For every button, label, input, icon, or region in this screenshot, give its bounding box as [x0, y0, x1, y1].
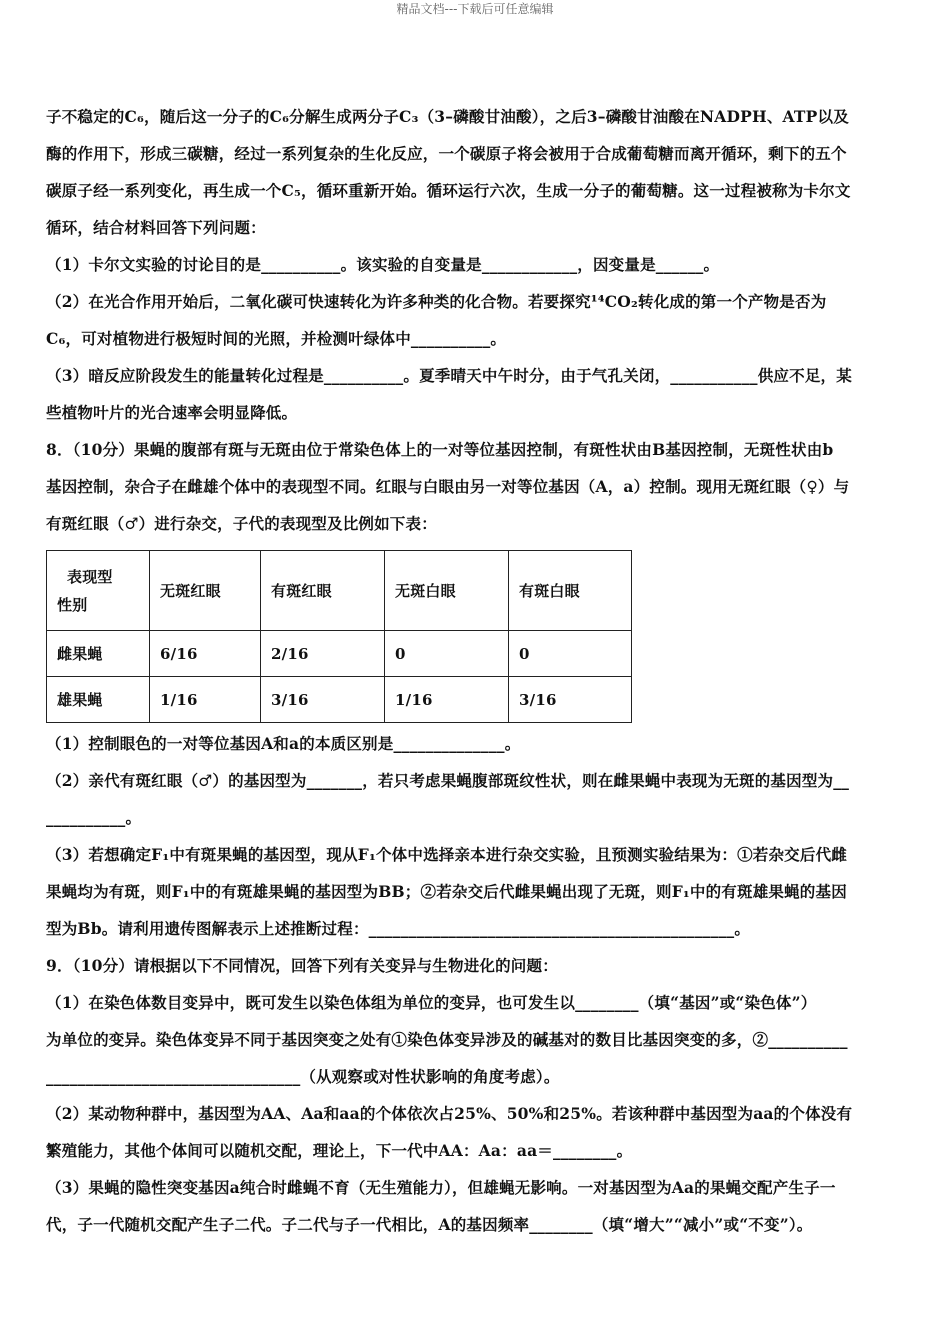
page-header: 精品文档---下载后可任意编辑	[396, 2, 554, 16]
text-line: （1）卡尔文实验的讨论目的是__________。该实验的自变量是____________，因变量是______。	[46, 255, 720, 274]
table-cell: 3/16	[509, 677, 632, 723]
table-row	[47, 631, 632, 677]
text-line: （3）若想确定F₁中有斑果蝇的基因型，现从F₁个体中选择亲本进行杂交实验，且预测实验结果为：①若杂交后代雌	[46, 845, 847, 864]
table-cell: 1/16	[150, 677, 261, 723]
table-cell: 3/16	[261, 677, 385, 723]
paragraph-block-1	[46, 98, 908, 542]
text-line: ________________________________（从观察或对性状影响的角度考虑）。	[46, 1067, 560, 1086]
table-cell: 6/16	[150, 631, 261, 677]
paragraph-block-2	[46, 725, 908, 1243]
corner-bottom-label: 性别	[57, 595, 88, 614]
table-cell: 2/16	[261, 631, 385, 677]
row-label: 雌果蝇	[47, 631, 150, 677]
text-line: （1）在染色体数目变异中，既可发生以染色体组为单位的变异，也可发生以________（填“基因”或“染色体”）	[46, 993, 817, 1012]
text-line: （1）控制眼色的一对等位基因A和a的本质区别是______________。	[46, 734, 521, 753]
text-line: （2）亲代有斑红眼（♂）的基因型为_______，若只考虑果蝇腹部斑纹性状，则在雌果蝇中表现为无斑的基因型为__	[46, 771, 850, 790]
column-header: 无斑白眼	[385, 551, 509, 631]
text-line: 果蝇均为有斑，则F₁中的有斑雄果蝇的基因型为BB；②若杂交后代雌果蝇出现了无斑，则F₁中的有斑雄果蝇的基因	[46, 882, 847, 901]
text-line: C₆，可对植物进行极短时间的光照，并检测叶绿体中__________。	[46, 329, 507, 348]
text-line: __________。	[46, 808, 142, 827]
text-line: 为单位的变异。染色体变异不同于基因突变之处有①染色体变异涉及的碱基对的数目比基因突变的多，②__________	[46, 1030, 848, 1049]
text-line: 子不稳定的C₆，随后这一分子的C₆分解生成两分子C₃（3–磷酸甘油酸），之后3–磷酸甘油酸在NADPH、ATP以及	[46, 107, 849, 126]
text-line: 有斑红眼（♂）进行杂交，子代的表现型及比例如下表：	[46, 514, 437, 533]
row-label: 雄果蝇	[47, 677, 150, 723]
table-row	[47, 677, 632, 723]
table-header-row	[47, 551, 632, 631]
text-line: （2）在光合作用开始后，二氧化碳可快速转化为许多种类的化合物。若要探究¹⁴CO₂转化成的第一个产物是否为	[46, 292, 827, 311]
column-header: 有斑白眼	[509, 551, 632, 631]
text-line: （2）某动物种群中，基因型为AA、Aa和aa的个体依次占25%、50%和25%。若该种群中基因型为aa的个体没有	[46, 1104, 853, 1123]
text-line: （3）果蝇的隐性突变基因a纯合时雌蝇不育（无生殖能力），但雄蝇无影响。一对基因型为Aa的果蝇交配产生子一	[46, 1178, 836, 1197]
text-line: 代，子一代随机交配产生子二代。子二代与子一代相比，A的基因频率________（填“增大”“减小”或“不变”）。	[46, 1215, 813, 1234]
table-cell: 1/16	[385, 677, 509, 723]
corner-top-label: 表现型	[67, 567, 113, 586]
text-line: 型为Bb。请利用遗传图解表示上述推断过程：______________________________________________。	[46, 919, 751, 938]
phenotype-ratio-table	[46, 550, 632, 723]
text-line: 碳原子经一系列变化，再生成一个C₅，循环重新开始。循环运行六次，生成一分子的葡萄糖。这一过程被称为卡尔文	[46, 181, 851, 200]
text-line: 酶的作用下，形成三碳糖，经过一系列复杂的生化反应，一个碳原子将会被用于合成葡萄糖而离开循环，剩下的五个	[46, 144, 847, 163]
document-body	[46, 98, 908, 1243]
column-header: 无斑红眼	[150, 551, 261, 631]
table-cell: 0	[509, 631, 632, 677]
table-corner-cell	[47, 551, 150, 631]
text-line: 些植物叶片的光合速率会明显降低。	[46, 403, 298, 422]
text-line: 循环，结合材料回答下列问题：	[46, 218, 266, 237]
table-cell: 0	[385, 631, 509, 677]
column-header: 有斑红眼	[261, 551, 385, 631]
text-line: 8．（10分）果蝇的腹部有斑与无斑由位于常染色体上的一对等位基因控制，有斑性状由B基因控制，无斑性状由b	[46, 440, 834, 459]
text-line: 基因控制，杂合子在雌雄个体中的表现型不同。红眼与白眼由另一对等位基因（A，a）控制。现用无斑红眼（♀）与	[46, 477, 850, 496]
text-line: 繁殖能力，其他个体间可以随机交配，理论上，下一代中AA：Aa：aa＝________。	[46, 1141, 633, 1160]
text-line: 9．（10分）请根据以下不同情况，回答下列有关变异与生物进化的问题：	[46, 956, 558, 975]
text-line: （3）暗反应阶段发生的能量转化过程是__________。夏季晴天中午时分，由于气孔关闭，___________供应不足，某	[46, 366, 852, 385]
